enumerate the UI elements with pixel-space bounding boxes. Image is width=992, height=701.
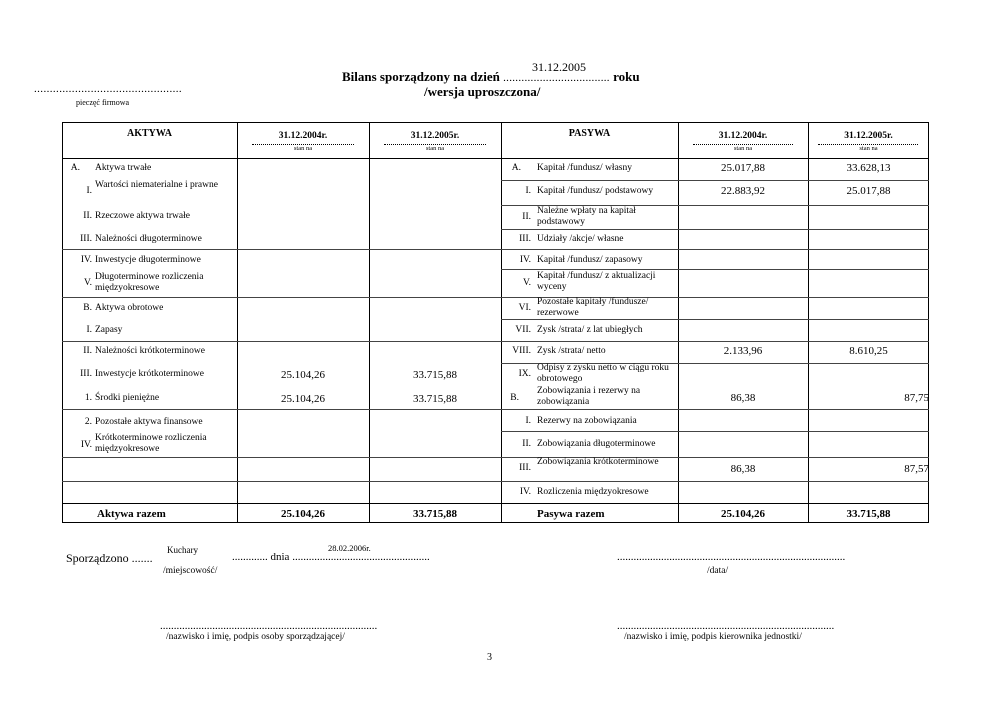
row-divider xyxy=(501,180,929,181)
stamp-label: pieczęć firmowa xyxy=(76,98,130,107)
value-2005: 8.610,25 xyxy=(849,345,888,357)
pasywa-col-2005: 31.12.2005r. xyxy=(844,131,893,141)
row-number: II. xyxy=(522,212,531,222)
value-2005: 33.715,88 xyxy=(413,393,457,405)
row-label: Zobowiązania i rezerwy na zobowiązania xyxy=(537,386,641,407)
pasywa-header: PASYWA xyxy=(568,128,611,139)
row-number: B. xyxy=(83,303,92,313)
value-2005: 33.715,88 xyxy=(413,369,457,381)
row-number: II. xyxy=(83,211,92,221)
row-label: Udziały /akcje/ własne xyxy=(537,234,624,244)
right-date-dots: ................................................................................... xyxy=(617,551,846,563)
value-2004: 25.104,26 xyxy=(281,393,325,405)
row-divider xyxy=(501,341,929,342)
row-label: Zobowiązania długoterminowe xyxy=(537,439,656,449)
row-number: IV. xyxy=(80,440,92,450)
place-value: Kuchary xyxy=(167,545,198,555)
row-label: Pozostałe kapitały /fundusze/ rezerwowe xyxy=(537,297,649,318)
row-label: Kapitał /fundusz/ podstawowy xyxy=(537,186,654,196)
value-2004: 86,38 xyxy=(730,392,756,404)
page-number: 3 xyxy=(487,652,492,663)
pasywa-col-2004: 31.12.2004r. xyxy=(718,131,768,141)
row-number: I. xyxy=(525,186,531,196)
data-label: /data/ xyxy=(707,566,729,576)
row-divider xyxy=(62,297,501,298)
footer-sporzadzono: Sporządzono ....... xyxy=(66,551,153,565)
row-number: VI. xyxy=(518,303,531,313)
header-date-value: 31.12.2005 xyxy=(532,60,586,74)
row-number: I. xyxy=(86,325,92,335)
row-number: A. xyxy=(511,163,521,173)
dnia-label: dnia xyxy=(270,551,290,563)
stan-na-label: stan na xyxy=(425,145,445,152)
date-value: 28.02.2006r. xyxy=(328,543,371,553)
aktywa-total-2005: 33.715,88 xyxy=(413,508,457,520)
row-number: V. xyxy=(83,278,92,288)
sign-right-label: /nazwisko i imię, podpis kierownika jednostki/ xyxy=(624,632,802,642)
value-2005: 87,57 xyxy=(904,463,929,475)
row-label: Aktywa trwałe xyxy=(95,163,152,173)
aktywa-total-2004: 25.104,26 xyxy=(281,508,325,520)
row-divider xyxy=(501,431,929,432)
date-dots: .................................................. xyxy=(292,551,430,563)
dots-before-dnia: ............. xyxy=(232,551,268,563)
pasywa-total-2005: 33.715,88 xyxy=(846,508,891,520)
stamp-dots: ............................................... xyxy=(34,83,183,95)
pasywa-total-2004: 25.104,26 xyxy=(721,508,765,520)
pasywa-total-label: Pasywa razem xyxy=(537,508,605,520)
title-prefix: Bilans sporządzony na dzień xyxy=(342,69,500,84)
row-divider xyxy=(62,341,501,342)
row-number: V. xyxy=(522,278,531,288)
row-number: III. xyxy=(80,234,92,244)
row-label: Kapitał /fundusz/ z aktualizacji wyceny xyxy=(537,271,656,292)
col-divider xyxy=(369,122,370,523)
row-label: Zobowiązania krótkoterminowe xyxy=(537,457,659,467)
row-divider xyxy=(501,269,929,270)
row-label: Inwestycje długoterminowe xyxy=(95,255,201,265)
row-divider xyxy=(62,249,501,250)
aktywa-col-2004: 31.12.2004r. xyxy=(278,131,328,141)
row-label: Rozliczenia międzyokresowe xyxy=(537,487,649,497)
value-2005: 33.628,13 xyxy=(846,162,891,174)
row-number: IX. xyxy=(518,369,531,379)
aktywa-col-2005: 31.12.2005r. xyxy=(410,131,460,141)
row-label: Kapitał /fundusz/ własny xyxy=(537,163,632,173)
aktywa-total-label: Aktywa razem xyxy=(97,508,166,520)
title-suffix: roku xyxy=(613,69,640,84)
sign-left-label: /nazwisko i imię, podpis osoby sporządzającej/ xyxy=(166,632,345,642)
row-number: I. xyxy=(86,186,92,196)
row-number: I. xyxy=(525,416,531,426)
row-number: 1. xyxy=(84,393,92,403)
row-number: III. xyxy=(519,234,531,244)
title-date-dots: ................................... xyxy=(503,72,610,84)
row-label: Rzeczowe aktywa trwałe xyxy=(95,211,190,221)
value-2004: 25.104,26 xyxy=(281,369,325,381)
row-label: Aktywa obrotowe xyxy=(95,303,164,313)
value-2004: 25.017,88 xyxy=(721,162,765,174)
row-number: 2. xyxy=(84,417,92,427)
header-row-divider xyxy=(62,158,929,159)
row-number: III. xyxy=(519,463,531,473)
aktywa-header: AKTYWA xyxy=(126,128,172,139)
row-divider xyxy=(62,481,501,482)
row-divider xyxy=(501,319,929,320)
row-label: Należne wpłaty na kapitał podstawowy xyxy=(537,206,636,227)
row-number: II. xyxy=(83,346,92,356)
row-number: IV. xyxy=(80,255,92,265)
row-number: II. xyxy=(522,439,531,449)
row-label: Krótkoterminowe rozliczenia międzyokresowe xyxy=(95,433,207,454)
row-number: VII. xyxy=(515,325,531,335)
row-divider xyxy=(501,481,929,482)
row-label: Zysk /strata/ z lat ubiegłych xyxy=(537,325,643,335)
value-2005: 87,75 xyxy=(904,392,929,404)
row-label: Odpisy z zysku netto w ciągu roku obrotowego xyxy=(537,363,669,384)
row-number: IV. xyxy=(519,255,531,265)
row-number: VIII. xyxy=(512,346,531,356)
row-label: Długoterminowe rozliczenia międzyokresowe xyxy=(95,272,204,293)
sign-right-dots: ............................................................................... xyxy=(617,620,835,632)
row-label: Zapasy xyxy=(95,325,123,335)
stan-na-label: stan na xyxy=(293,145,313,152)
row-label: Inwestycje krótkoterminowe xyxy=(95,369,204,379)
row-number: A. xyxy=(70,163,80,173)
col-divider xyxy=(237,122,238,523)
row-label: Środki pieniężne xyxy=(95,393,160,403)
row-divider xyxy=(501,249,929,250)
row-label: Należności długoterminowe xyxy=(95,234,202,244)
value-2005: 25.017,88 xyxy=(846,185,891,197)
row-label: Rezerwy na zobowiązania xyxy=(537,416,637,426)
row-divider xyxy=(62,409,501,410)
sign-left-dots: ............................................................................... xyxy=(160,620,378,632)
place-label: /miejscowość/ xyxy=(163,566,218,576)
row-number: IV. xyxy=(519,487,531,497)
row-divider xyxy=(501,229,929,230)
row-divider xyxy=(501,409,929,410)
row-number: B. xyxy=(510,393,519,403)
totals-row-divider xyxy=(62,503,929,504)
row-number: III. xyxy=(80,369,92,379)
document-title xyxy=(342,69,640,85)
row-label: Pozostałe aktywa finansowe xyxy=(95,417,203,427)
value-2004: 2.133,96 xyxy=(723,345,763,357)
value-2004: 22.883,92 xyxy=(721,185,765,197)
row-label: Należności krótkoterminowe xyxy=(95,346,206,356)
document-subtitle: /wersja uproszczona/ xyxy=(424,84,541,99)
stan-na-label: stan na xyxy=(733,145,753,152)
row-label: Wartości niematerialne i prawne xyxy=(95,180,218,190)
stan-na-label: stan na xyxy=(859,145,878,152)
row-label: Kapitał /fundusz/ zapasowy xyxy=(537,255,643,265)
row-divider xyxy=(62,457,501,458)
value-2004: 86,38 xyxy=(730,463,756,475)
row-label: Zysk /strata/ netto xyxy=(537,346,606,356)
